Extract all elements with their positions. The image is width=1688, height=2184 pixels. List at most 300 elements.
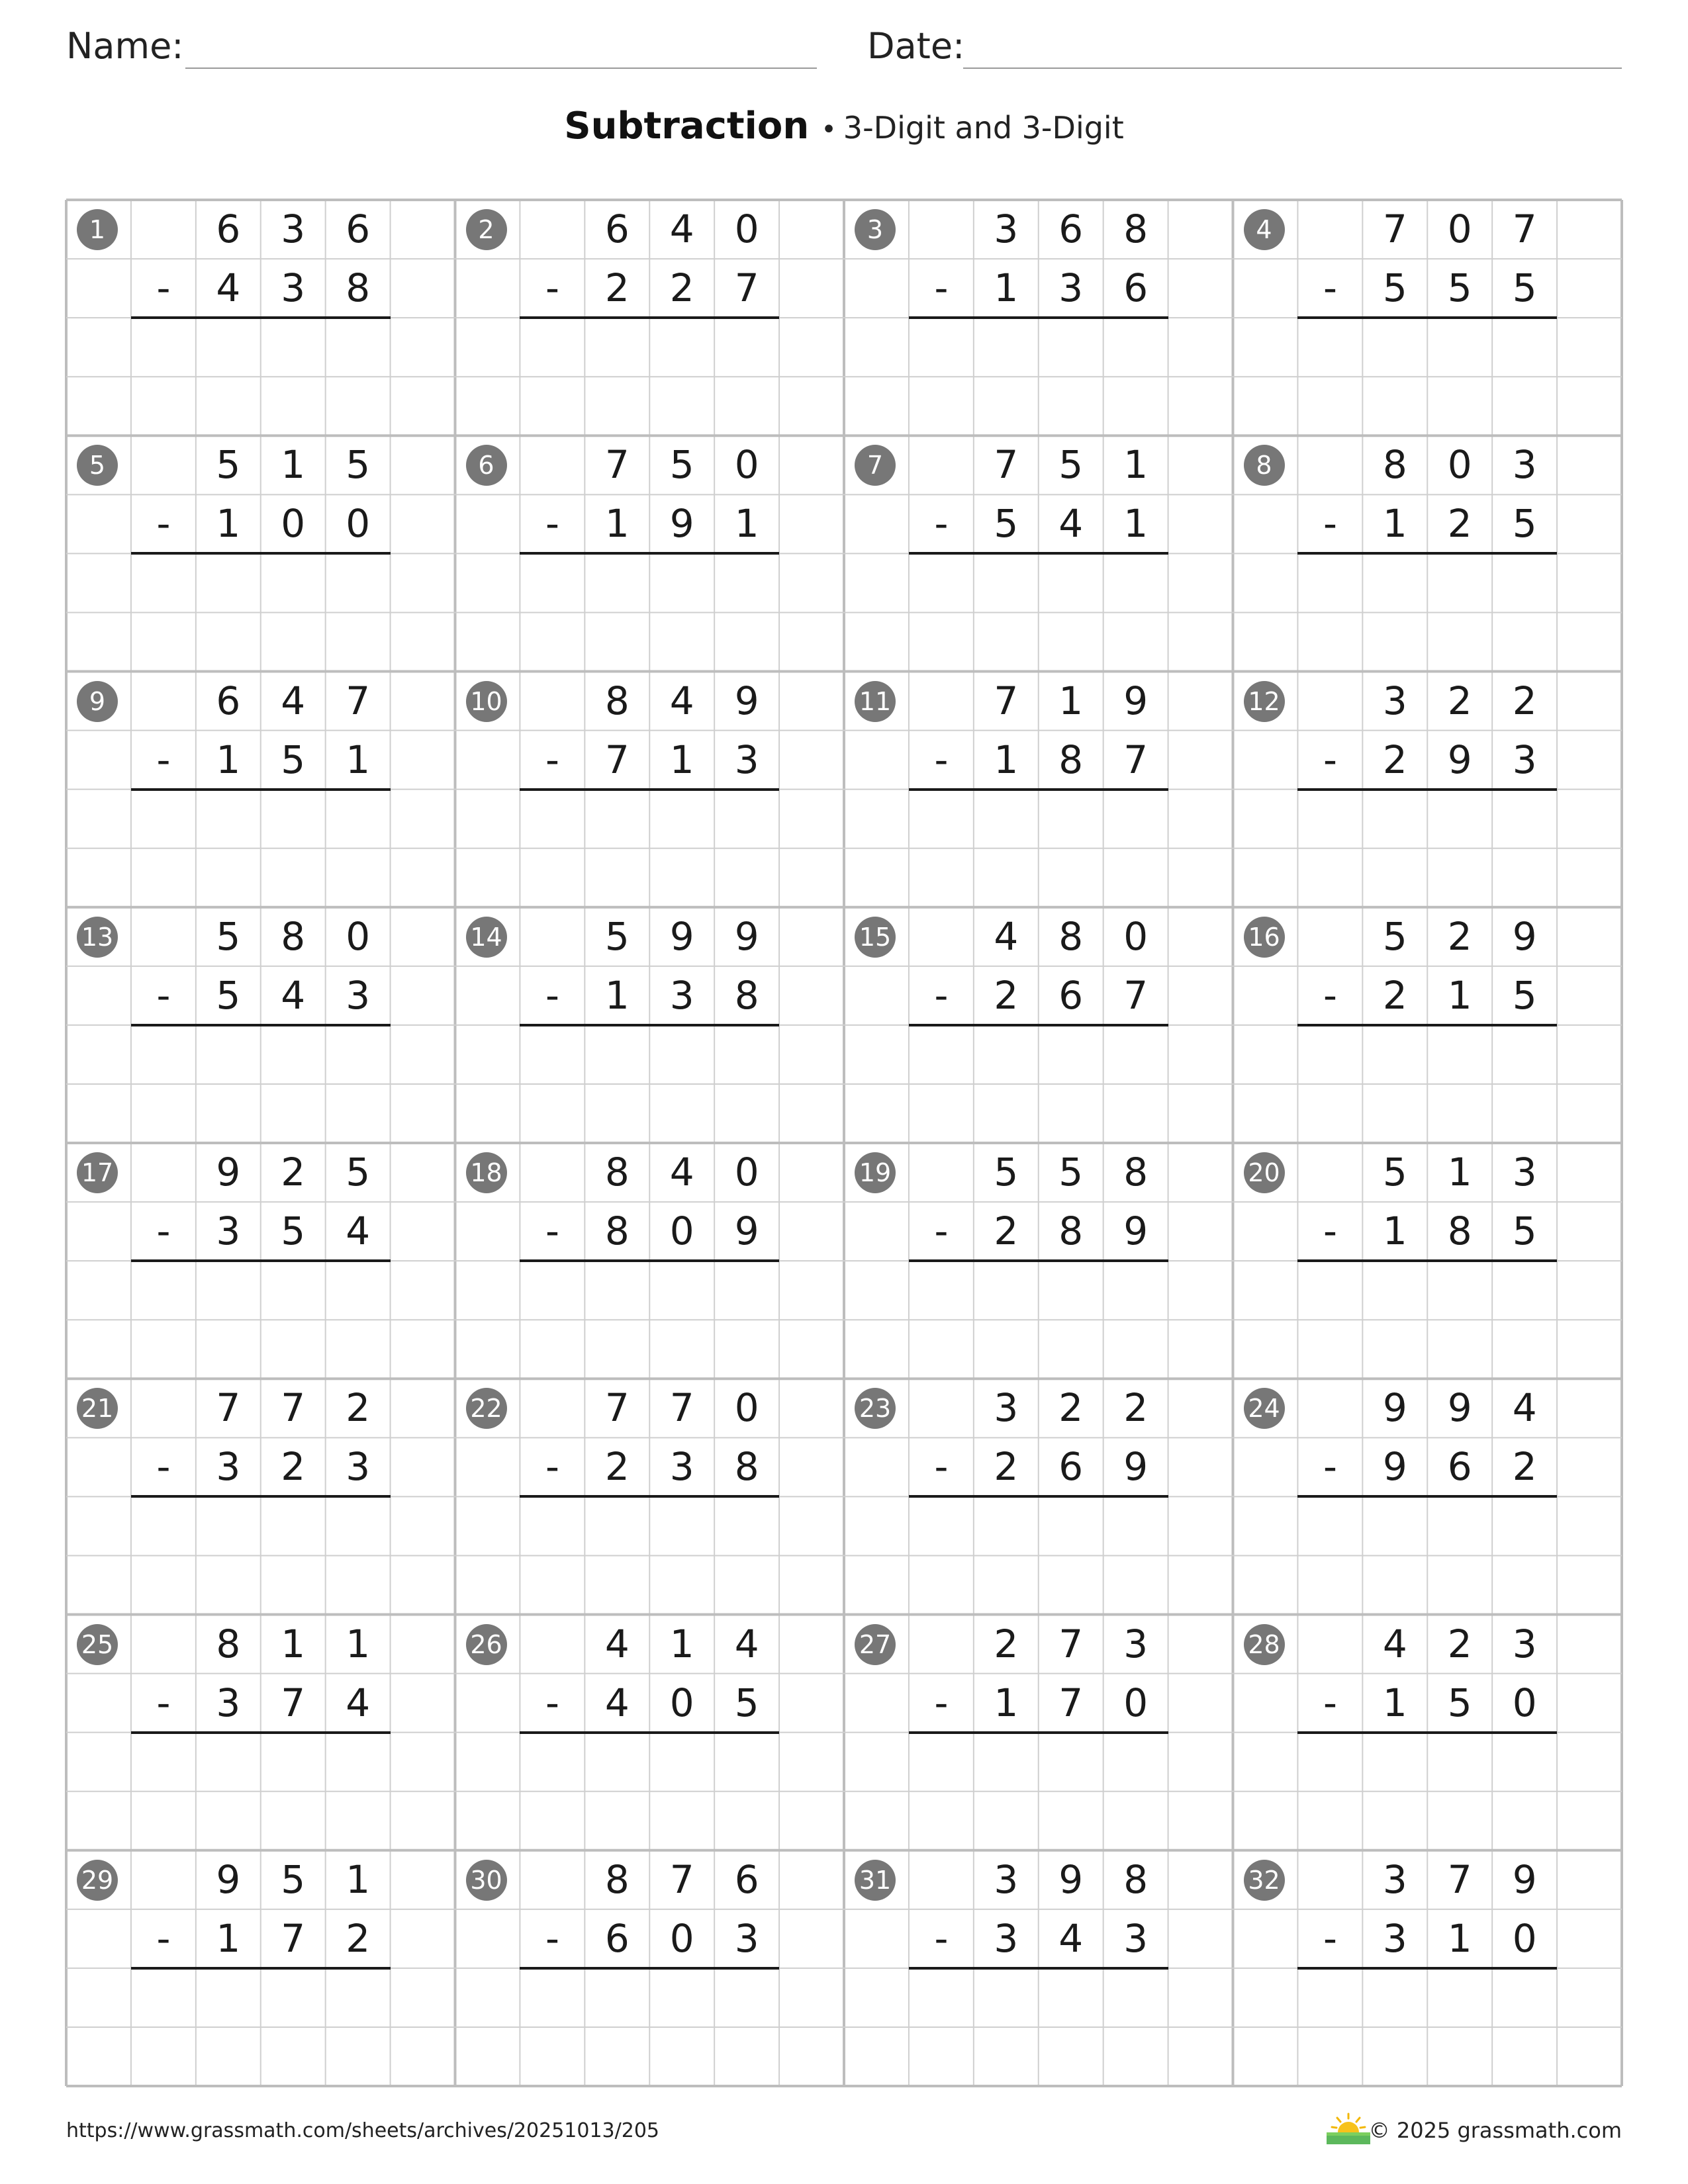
answer-area[interactable] <box>131 1261 391 1379</box>
minus-sign: - <box>1323 501 1337 547</box>
sun-over-grass-icon <box>1324 2111 1373 2147</box>
minuend-digit: 4 <box>734 1621 759 1666</box>
subtrahend-digit: 7 <box>1058 1680 1084 1725</box>
minuend-digit: 7 <box>216 1385 241 1431</box>
title-separator: • <box>821 114 837 145</box>
problem-number-badge: 26 <box>466 1624 507 1665</box>
minus-sign: - <box>545 265 559 311</box>
subtrahend-digit: 1 <box>994 737 1019 782</box>
problem <box>1233 1379 1622 1614</box>
minus-sign: - <box>545 972 559 1018</box>
date-label: Date: <box>867 25 965 67</box>
subtrahend-digit: 2 <box>604 265 630 311</box>
answer-area[interactable] <box>909 1733 1168 1850</box>
subtrahend-digit: 1 <box>604 501 630 547</box>
minuend-digit: 1 <box>346 1621 371 1666</box>
minuend-digit: 2 <box>281 1150 306 1195</box>
subtrahend-digit: 7 <box>1123 737 1149 782</box>
problem-number-badge: 2 <box>466 209 507 250</box>
minuend-digit: 8 <box>1123 1150 1149 1195</box>
subtrahend-digit: 1 <box>346 737 371 782</box>
problem-number-badge: 20 <box>1244 1152 1285 1193</box>
subtrahend-digit: 5 <box>281 737 306 782</box>
answer-area[interactable] <box>1297 1025 1557 1143</box>
problem <box>1233 672 1622 907</box>
problem-number-badge: 12 <box>1244 681 1285 722</box>
minuend-digit: 1 <box>669 1621 694 1666</box>
minuend-digit: 1 <box>281 1621 306 1666</box>
answer-area[interactable] <box>909 1968 1168 2086</box>
subtrahend-digit: 3 <box>216 1680 241 1725</box>
problem-number-badge: 4 <box>1244 209 1285 250</box>
problem <box>844 672 1233 907</box>
subtrahend-digit: 8 <box>734 972 759 1018</box>
minuend-digit: 8 <box>1058 913 1084 959</box>
answer-area[interactable] <box>1297 790 1557 907</box>
minuend-digit: 7 <box>669 1385 694 1431</box>
subtrahend-digit: 2 <box>1382 737 1407 782</box>
minus-sign: - <box>1323 1680 1337 1725</box>
minuend-digit: 0 <box>1123 913 1149 959</box>
subtrahend-digit: 1 <box>994 265 1019 311</box>
subtrahend-digit: 5 <box>1382 265 1407 311</box>
problem-number-badge: 5 <box>77 445 118 486</box>
minus-sign: - <box>545 501 559 547</box>
subtrahend-digit: 5 <box>1447 1680 1472 1725</box>
problem-number-badge: 32 <box>1244 1860 1285 1901</box>
minuend-digit: 9 <box>734 678 759 723</box>
footer-copyright: © 2025 grassmath.com <box>1368 2118 1622 2143</box>
problem-number-badge: 25 <box>77 1624 118 1665</box>
problem-number-badge: 13 <box>77 917 118 958</box>
minus-sign: - <box>934 1915 949 1961</box>
minuend-digit: 9 <box>669 913 694 959</box>
problem-number-badge: 19 <box>855 1152 896 1193</box>
subtrahend-digit: 5 <box>734 1680 759 1725</box>
minus-sign: - <box>545 1208 559 1254</box>
minuend-digit: 2 <box>1447 1621 1472 1666</box>
subtrahend-digit: 8 <box>1058 1208 1084 1254</box>
subtrahend-digit: 3 <box>1123 1915 1149 1961</box>
subtrahend-digit: 4 <box>216 265 241 311</box>
minus-sign: - <box>1323 737 1337 782</box>
problem <box>66 1615 455 1850</box>
answer-area[interactable] <box>1297 318 1557 435</box>
subtrahend-digit: 3 <box>216 1208 241 1254</box>
subtrahend-digit: 2 <box>994 1208 1019 1254</box>
subtrahend-digit: 0 <box>281 501 306 547</box>
date-field[interactable] <box>963 68 1622 69</box>
minuend-digit: 3 <box>994 1856 1019 1902</box>
subtrahend-digit: 3 <box>1512 737 1537 782</box>
problem-number-badge: 14 <box>466 917 507 958</box>
subtrahend-digit: 1 <box>1123 501 1149 547</box>
minuend-digit: 4 <box>281 678 306 723</box>
subtrahend-digit: 9 <box>1382 1444 1407 1490</box>
problem-number-badge: 31 <box>855 1860 896 1901</box>
minuend-digit: 1 <box>346 1856 371 1902</box>
minuend-digit: 6 <box>734 1856 759 1902</box>
minuend-digit: 5 <box>1058 442 1084 488</box>
minuend-digit: 3 <box>994 206 1019 251</box>
subtrahend-digit: 7 <box>281 1680 306 1725</box>
answer-area[interactable] <box>131 1968 391 2086</box>
subtrahend-digit: 2 <box>994 972 1019 1018</box>
subtrahend-digit: 9 <box>669 501 694 547</box>
answer-area[interactable] <box>909 790 1168 907</box>
minus-sign: - <box>156 1680 171 1725</box>
minus-sign: - <box>934 265 949 311</box>
subtrahend-digit: 1 <box>669 737 694 782</box>
minuend-digit: 8 <box>1123 206 1149 251</box>
problem-number-badge: 24 <box>1244 1388 1285 1429</box>
problem <box>1233 907 1622 1143</box>
minus-sign: - <box>934 501 949 547</box>
problem-number-badge: 18 <box>466 1152 507 1193</box>
minuend-digit: 9 <box>1123 678 1149 723</box>
minuend-digit: 2 <box>1512 678 1537 723</box>
minus-sign: - <box>1323 265 1337 311</box>
problem <box>66 907 455 1143</box>
answer-area[interactable] <box>1297 1733 1557 1850</box>
problem-number-badge: 9 <box>77 681 118 722</box>
name-field[interactable] <box>185 68 817 69</box>
answer-area[interactable] <box>1297 553 1557 671</box>
problem-number-badge: 6 <box>466 445 507 486</box>
minuend-digit: 9 <box>1447 1385 1472 1431</box>
minuend-digit: 9 <box>1512 1856 1537 1902</box>
minuend-digit: 0 <box>734 206 759 251</box>
minus-sign: - <box>545 737 559 782</box>
minuend-digit: 5 <box>1382 913 1407 959</box>
minuend-digit: 7 <box>1512 206 1537 251</box>
answer-area[interactable] <box>520 1733 779 1850</box>
subtrahend-digit: 7 <box>1123 972 1149 1018</box>
subtrahend-digit: 8 <box>734 1444 759 1490</box>
minuend-digit: 6 <box>604 206 630 251</box>
minuend-digit: 5 <box>216 913 241 959</box>
minuend-digit: 0 <box>1447 206 1472 251</box>
problem <box>455 1615 845 1850</box>
subtrahend-digit: 3 <box>1382 1915 1407 1961</box>
minuend-digit: 8 <box>281 913 306 959</box>
minuend-digit: 6 <box>1058 206 1084 251</box>
minuend-digit: 8 <box>604 1856 630 1902</box>
answer-area[interactable] <box>909 318 1168 435</box>
problem-number-badge: 23 <box>855 1388 896 1429</box>
subtrahend-digit: 8 <box>1058 737 1084 782</box>
subtrahend-digit: 5 <box>1512 501 1537 547</box>
problem <box>455 907 845 1143</box>
answer-area[interactable] <box>909 1261 1168 1379</box>
subtrahend-digit: 0 <box>1512 1680 1537 1725</box>
subtrahend-digit: 1 <box>994 1680 1019 1725</box>
minuend-digit: 6 <box>216 678 241 723</box>
minus-sign: - <box>156 265 171 311</box>
answer-area[interactable] <box>909 553 1168 671</box>
minuend-digit: 6 <box>216 206 241 251</box>
minuend-digit: 4 <box>1512 1385 1537 1431</box>
minuend-digit: 7 <box>1382 206 1407 251</box>
minuend-digit: 8 <box>1123 1856 1149 1902</box>
minuend-digit: 2 <box>346 1385 371 1431</box>
minuend-digit: 5 <box>346 442 371 488</box>
minus-sign: - <box>1323 972 1337 1018</box>
answer-area[interactable] <box>520 553 779 671</box>
problem <box>66 435 455 671</box>
minuend-digit: 7 <box>604 442 630 488</box>
problem <box>844 1379 1233 1614</box>
problem <box>455 435 845 671</box>
minuend-digit: 3 <box>1123 1621 1149 1666</box>
problem-number-badge: 8 <box>1244 445 1285 486</box>
answer-area[interactable] <box>520 318 779 435</box>
minuend-digit: 7 <box>1058 1621 1084 1666</box>
answer-area[interactable] <box>909 1025 1168 1143</box>
minuend-digit: 7 <box>281 1385 306 1431</box>
minus-sign: - <box>934 737 949 782</box>
subtrahend-digit: 6 <box>604 1915 630 1961</box>
subtrahend-digit: 5 <box>281 1208 306 1254</box>
minuend-digit: 1 <box>1123 442 1149 488</box>
problem <box>455 1379 845 1614</box>
problem <box>455 1850 845 2086</box>
problem <box>1233 1143 1622 1379</box>
minuend-digit: 3 <box>1512 1621 1537 1666</box>
problem-number-badge: 7 <box>855 445 896 486</box>
minus-sign: - <box>156 1208 171 1254</box>
subtrahend-digit: 5 <box>216 972 241 1018</box>
subtrahend-digit: 3 <box>281 265 306 311</box>
problem-number-badge: 28 <box>1244 1624 1285 1665</box>
answer-area[interactable] <box>909 1496 1168 1614</box>
subtrahend-digit: 3 <box>994 1915 1019 1961</box>
minus-sign: - <box>545 1444 559 1490</box>
subtrahend-digit: 4 <box>1058 501 1084 547</box>
answer-area[interactable] <box>131 553 391 671</box>
problem-number-badge: 11 <box>855 681 896 722</box>
subtrahend-digit: 6 <box>1123 265 1149 311</box>
subtrahend-digit: 5 <box>994 501 1019 547</box>
answer-area[interactable] <box>131 1025 391 1143</box>
subtrahend-digit: 0 <box>1123 1680 1149 1725</box>
minuend-digit: 4 <box>669 206 694 251</box>
problem <box>66 1143 455 1379</box>
answer-area[interactable] <box>520 1496 779 1614</box>
minuend-digit: 1 <box>1447 1150 1472 1195</box>
subtrahend-digit: 4 <box>604 1680 630 1725</box>
minus-sign: - <box>1323 1208 1337 1254</box>
problem <box>844 1850 1233 2086</box>
subtrahend-digit: 1 <box>1447 972 1472 1018</box>
minus-sign: - <box>1323 1915 1337 1961</box>
subtrahend-digit: 8 <box>604 1208 630 1254</box>
subtrahend-digit: 1 <box>1382 501 1407 547</box>
minuend-digit: 4 <box>669 1150 694 1195</box>
minuend-digit: 0 <box>346 913 371 959</box>
minuend-digit: 5 <box>1382 1150 1407 1195</box>
minuend-digit: 4 <box>604 1621 630 1666</box>
problem-number-badge: 3 <box>855 209 896 250</box>
subtrahend-digit: 4 <box>346 1680 371 1725</box>
subtrahend-digit: 3 <box>346 1444 371 1490</box>
minus-sign: - <box>545 1915 559 1961</box>
answer-area[interactable] <box>1297 1496 1557 1614</box>
minuend-digit: 9 <box>1058 1856 1084 1902</box>
minuend-digit: 9 <box>216 1856 241 1902</box>
answer-area[interactable] <box>520 1025 779 1143</box>
answer-area[interactable] <box>520 1261 779 1379</box>
minuend-digit: 3 <box>1512 1150 1537 1195</box>
minuend-digit: 0 <box>734 1150 759 1195</box>
subtrahend-digit: 6 <box>1058 972 1084 1018</box>
minuend-digit: 9 <box>1382 1385 1407 1431</box>
subtrahend-digit: 3 <box>669 972 694 1018</box>
subtrahend-digit: 4 <box>346 1208 371 1254</box>
minuend-digit: 6 <box>346 206 371 251</box>
answer-area[interactable] <box>1297 1261 1557 1379</box>
problem <box>844 435 1233 671</box>
minus-sign: - <box>156 972 171 1018</box>
subtrahend-digit: 4 <box>281 972 306 1018</box>
minus-sign: - <box>934 1208 949 1254</box>
subtrahend-digit: 9 <box>1123 1444 1149 1490</box>
subtrahend-digit: 7 <box>734 265 759 311</box>
minuend-digit: 7 <box>604 1385 630 1431</box>
minuend-digit: 8 <box>604 1150 630 1195</box>
minuend-digit: 3 <box>994 1385 1019 1431</box>
minuend-digit: 7 <box>1447 1856 1472 1902</box>
minuend-digit: 9 <box>1512 913 1537 959</box>
minuend-digit: 3 <box>1382 1856 1407 1902</box>
minuend-digit: 7 <box>346 678 371 723</box>
minuend-digit: 5 <box>669 442 694 488</box>
subtrahend-digit: 1 <box>216 737 241 782</box>
name-label: Name: <box>66 25 184 67</box>
minuend-digit: 8 <box>1382 442 1407 488</box>
answer-area[interactable] <box>131 1733 391 1850</box>
minuend-digit: 3 <box>281 206 306 251</box>
subtrahend-digit: 0 <box>669 1915 694 1961</box>
minuend-digit: 5 <box>994 1150 1019 1195</box>
subtrahend-digit: 3 <box>734 1915 759 1961</box>
problem <box>455 672 845 907</box>
subtrahend-digit: 1 <box>1382 1680 1407 1725</box>
minuend-digit: 9 <box>216 1150 241 1195</box>
problem-number-badge: 27 <box>855 1624 896 1665</box>
subtrahend-digit: 1 <box>216 501 241 547</box>
problem-number-badge: 22 <box>466 1388 507 1429</box>
minuend-digit: 7 <box>669 1856 694 1902</box>
answer-area[interactable] <box>520 1968 779 2086</box>
subtrahend-digit: 1 <box>1382 1208 1407 1254</box>
subtrahend-digit: 3 <box>346 972 371 1018</box>
subtrahend-digit: 9 <box>1447 737 1472 782</box>
subtrahend-digit: 2 <box>1382 972 1407 1018</box>
answer-area[interactable] <box>1297 1968 1557 2086</box>
subtrahend-digit: 1 <box>216 1915 241 1961</box>
subtrahend-digit: 2 <box>604 1444 630 1490</box>
minuend-digit: 8 <box>604 678 630 723</box>
subtrahend-digit: 0 <box>669 1208 694 1254</box>
minuend-digit: 4 <box>994 913 1019 959</box>
problem-number-badge: 1 <box>77 209 118 250</box>
subtrahend-digit: 2 <box>994 1444 1019 1490</box>
minuend-digit: 3 <box>1512 442 1537 488</box>
minuend-digit: 2 <box>1058 1385 1084 1431</box>
problem <box>844 1615 1233 1850</box>
subtrahend-digit: 4 <box>1058 1915 1084 1961</box>
problem-number-badge: 29 <box>77 1860 118 1901</box>
problem <box>66 1850 455 2086</box>
subtrahend-digit: 0 <box>346 501 371 547</box>
subtrahend-digit: 1 <box>734 501 759 547</box>
subtrahend-digit: 9 <box>1123 1208 1149 1254</box>
minuend-digit: 2 <box>1447 913 1472 959</box>
answer-area[interactable] <box>131 1496 391 1614</box>
minuend-digit: 2 <box>1123 1385 1149 1431</box>
subtrahend-digit: 1 <box>1447 1915 1472 1961</box>
minuend-digit: 3 <box>1382 678 1407 723</box>
page-title <box>0 105 1688 148</box>
subtrahend-digit: 6 <box>1058 1444 1084 1490</box>
problem-number-badge: 16 <box>1244 917 1285 958</box>
minuend-digit: 2 <box>1447 678 1472 723</box>
subtrahend-digit: 2 <box>669 265 694 311</box>
subtrahend-digit: 5 <box>1447 265 1472 311</box>
minus-sign: - <box>1323 1444 1337 1490</box>
problem <box>1233 200 1622 435</box>
minus-sign: - <box>156 1444 171 1490</box>
minus-sign: - <box>934 1444 949 1490</box>
subtrahend-digit: 6 <box>1447 1444 1472 1490</box>
answer-area[interactable] <box>131 790 391 907</box>
answer-area[interactable] <box>520 790 779 907</box>
problem-number-badge: 17 <box>77 1152 118 1193</box>
minuend-digit: 7 <box>994 678 1019 723</box>
subtrahend-digit: 0 <box>669 1680 694 1725</box>
subtrahend-digit: 7 <box>604 737 630 782</box>
problem <box>844 907 1233 1143</box>
minuend-digit: 8 <box>216 1621 241 1666</box>
subtrahend-digit: 5 <box>1512 265 1537 311</box>
minus-sign: - <box>934 1680 949 1725</box>
minuend-digit: 0 <box>734 442 759 488</box>
minuend-digit: 0 <box>1447 442 1472 488</box>
subtrahend-digit: 7 <box>281 1915 306 1961</box>
minuend-digit: 9 <box>734 913 759 959</box>
answer-area[interactable] <box>131 318 391 435</box>
minus-sign: - <box>934 972 949 1018</box>
subtrahend-digit: 2 <box>1447 501 1472 547</box>
minuend-digit: 2 <box>994 1621 1019 1666</box>
minuend-digit: 5 <box>1058 1150 1084 1195</box>
minuend-digit: 7 <box>994 442 1019 488</box>
subtrahend-digit: 1 <box>604 972 630 1018</box>
problem <box>66 1379 455 1614</box>
subtrahend-digit: 8 <box>1447 1208 1472 1254</box>
subtrahend-digit: 3 <box>669 1444 694 1490</box>
problem <box>455 200 845 435</box>
subtrahend-digit: 2 <box>1512 1444 1537 1490</box>
minuend-digit: 4 <box>669 678 694 723</box>
problem <box>455 1143 845 1379</box>
problem-number-badge: 15 <box>855 917 896 958</box>
problem-number-badge: 30 <box>466 1860 507 1901</box>
minus-sign: - <box>156 501 171 547</box>
subtrahend-digit: 5 <box>1512 1208 1537 1254</box>
problem-number-badge: 21 <box>77 1388 118 1429</box>
